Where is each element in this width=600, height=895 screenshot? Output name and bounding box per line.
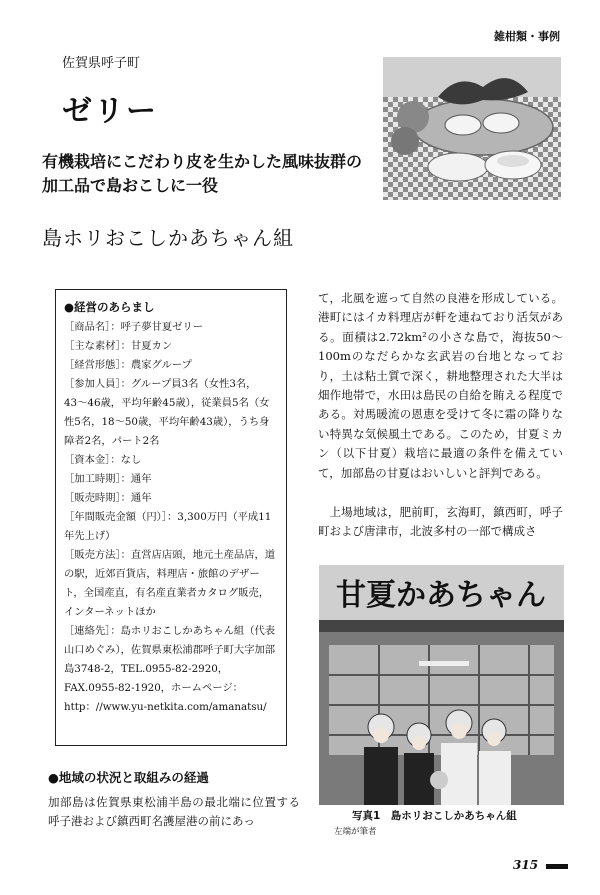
overview-item: ［加工時期］：通年	[64, 473, 152, 485]
article-subtitle: 有機栽培にこだわり皮を生かした風味抜群の加工品で島おこしに一役	[42, 152, 363, 195]
group-photo	[319, 565, 564, 805]
overview-item: ［販売方法］：直営店店頭，地元土産品店，道の駅，近郊百貨店，料理店・旅館のデザート，全国産直，有名産直業者カタログ販売，インターネットほか	[64, 549, 276, 618]
prefecture-label: 佐賀県呼子町	[62, 56, 141, 71]
header-category: 雑柑類・事例	[494, 30, 560, 43]
body-paragraph-left: 加部島は佐賀県東松浦半島の最北端に位置する呼子港および鎮西町名護屋港の前にあっ	[48, 795, 300, 829]
overview-item: ［主な素材］：甘夏カン	[64, 340, 173, 352]
jelly-product-photo	[383, 57, 561, 200]
overview-item: ［年間販売金額（円）］：3,300万円（平成11年先上げ）	[64, 511, 272, 542]
overview-item: ［商品名］：呼子夢甘夏ゼリー	[64, 321, 204, 333]
section-heading: ●地域の状況と取組みの経過	[48, 770, 209, 785]
photo-caption: 写真1 島ホリおこしかあちゃん組	[352, 810, 517, 822]
overview-item: ［販売時期］：通年	[64, 492, 152, 504]
photo-caption-note: 左端が筆者	[334, 827, 377, 837]
shop-sign-text: 甘夏かあちゃん	[336, 578, 546, 613]
page-number: 315	[513, 858, 539, 872]
organization-name: 島ホリおこしかあちゃん組	[42, 226, 294, 250]
overview-title: ●経営のあらまし	[64, 300, 155, 314]
overview-item: ［経営形態］：農家グループ	[64, 359, 192, 371]
overview-item: ［連絡先］：島ホリおこしかあちゃん組（代表 山口めぐみ），佐賀県東松浦郡呼子町大字加部島3748-2，TEL.0955-82-2920，FAX.0955-82-1920，ホームページ：http：//www.yu-netkita.com/amanatsu/	[64, 625, 286, 713]
overview-item: ［資本金］：なし	[64, 454, 142, 466]
overview-box	[55, 289, 287, 746]
overview-item: ［参加人員］：グループ員3名（女性3名，43〜46歳，平均年齢45歳），従業員5名（女性5名，18〜50歳，平均年齢43歳），うち身障者2名，パート2名	[64, 378, 270, 447]
body-paragraph-right-2: 上場地域は，肥前町，玄海町，鎮西町，呼子町および唐津市，北波多村の一部で構成さ	[318, 505, 563, 539]
body-paragraph-right-1: て，北風を遮って自然の良港を形成している。港町にはイカ料理店が軒を連ねており活気がある。面積は2.72km²の小さな島で，海抜50〜100mのなだらかな玄武岩の台地となっており，土は粘土質で深く，耕地整理された大半は畑作地帯で，水田は島民の自給を賄える程度である。対馬暖流の恩恵を受けて冬に霜の降りない特異な気候風土である。このため，甘夏ミカン（以下甘夏）栽培に最適の条件を備えていて，加部島の甘夏はおいしいと評判である。	[318, 291, 563, 480]
article-title: ゼリー	[62, 94, 158, 129]
page-number-bar	[546, 864, 568, 869]
